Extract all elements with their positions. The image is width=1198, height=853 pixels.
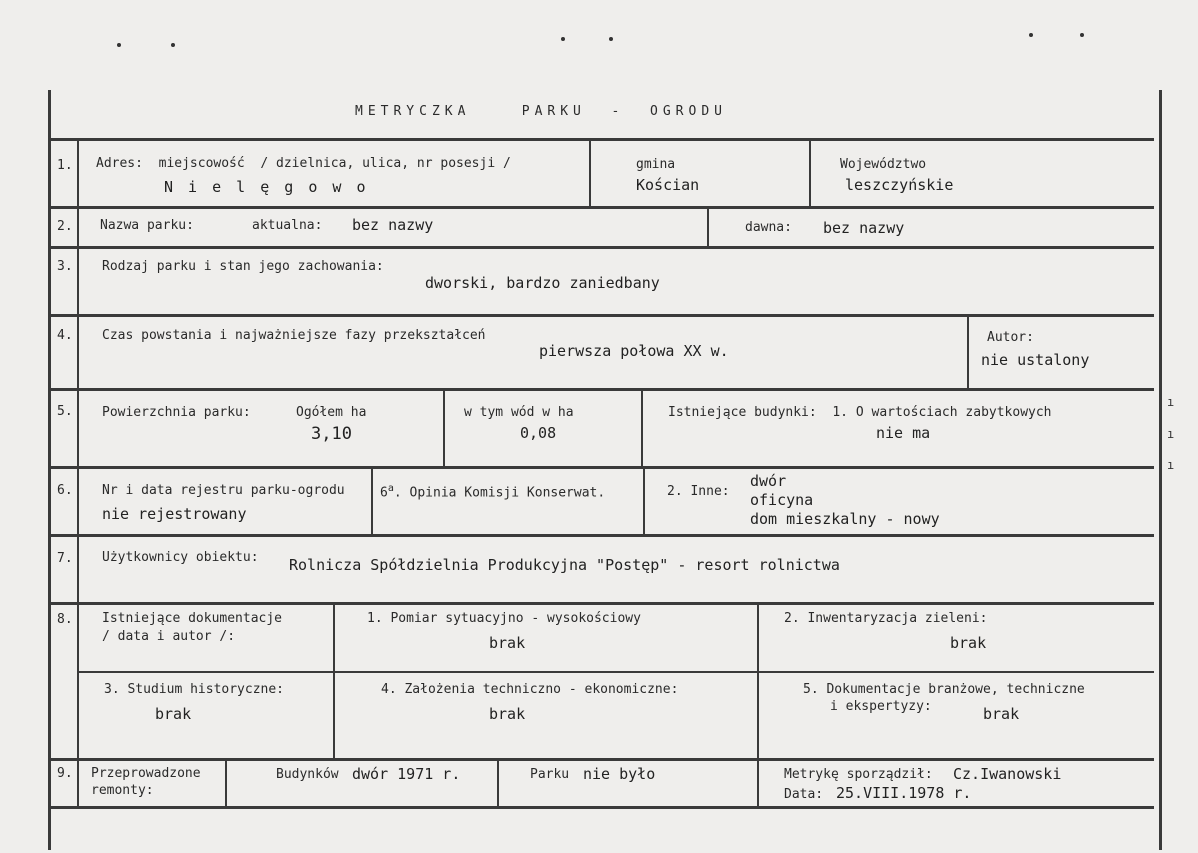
documentation-label-1: Istniejące dokumentacje: [102, 611, 283, 626]
opinion-text: . Opinia Komisji Konserwat.: [393, 485, 606, 501]
row-separator: [50, 246, 1154, 249]
tech-economic-value: brak: [489, 705, 526, 723]
historical-study-label: 3. Studium historyczne:: [104, 682, 285, 697]
prepared-by-value: Cz.Iwanowski: [953, 765, 1062, 783]
documentation-label-2: / data i autor /:: [102, 629, 236, 644]
form-frame: [48, 90, 1162, 850]
punch-dot: [1029, 33, 1033, 37]
punch-dot: [609, 37, 613, 41]
cell-divider: [707, 208, 709, 246]
punch-dot: [117, 43, 121, 47]
row-number: 7.: [57, 551, 73, 566]
row-number: 3.: [57, 259, 73, 274]
buildings-renovation-label: Budynków: [276, 767, 339, 782]
address-label: Adres: miejscowość / dzielnica, ulica, nr posesji /: [96, 156, 511, 171]
voivodeship-label: Województwo: [840, 157, 927, 172]
users-label: Użytkownicy obiektu:: [102, 550, 259, 565]
row-separator: [50, 602, 1154, 605]
park-renovation-label: Parku: [530, 767, 570, 782]
area-label: Powierzchnia parku:: [102, 405, 251, 420]
other-buildings-label: 2. Inne:: [667, 484, 730, 499]
cell-divider: [589, 140, 591, 206]
margin-mark: ı: [1167, 458, 1175, 472]
cell-divider: [78, 671, 1154, 673]
row-number: 1.: [57, 158, 73, 173]
total-area-label: Ogółem ha: [296, 405, 367, 420]
commune-label: gmina: [636, 157, 676, 172]
cell-divider: [643, 468, 645, 534]
current-name-label: aktualna:: [252, 218, 323, 233]
historic-buildings-value: nie ma: [876, 424, 931, 442]
greenery-value: brak: [950, 634, 987, 652]
cell-divider: [497, 760, 499, 806]
opinion-number: 6: [380, 485, 388, 501]
tech-economic-label: 4. Założenia techniczno - ekonomiczne:: [381, 682, 679, 697]
renovations-label-2: remonty:: [91, 783, 154, 798]
row-separator: [50, 138, 1154, 141]
greenery-label: 2. Inwentaryzacja zieleni:: [784, 611, 988, 626]
history-label: Czas powstania i najważniejsze fazy przekształceń: [102, 328, 486, 343]
branch-docs-value: brak: [983, 705, 1020, 723]
date-label: Data:: [784, 787, 824, 802]
punch-dot: [171, 43, 175, 47]
survey-label: 1. Pomiar sytuacyjno - wysokościowy: [367, 611, 641, 626]
margin-mark: ı: [1167, 395, 1175, 409]
number-column-divider: [77, 140, 79, 806]
row-number: 6.: [57, 483, 73, 498]
locality-value: N i e l ę g o w o: [164, 178, 369, 196]
cell-divider: [967, 316, 969, 388]
park-type-value: dworski, bardzo zaniedbany: [425, 274, 660, 292]
cell-divider: [757, 760, 759, 806]
park-name-label: Nazwa parku:: [100, 218, 194, 233]
row-separator: [50, 806, 1154, 809]
buildings-label: Istniejące budynki: 1. O wartościach zabytkowych: [668, 405, 1052, 420]
row-separator: [50, 534, 1154, 537]
cell-divider: [443, 390, 445, 466]
row-separator: [50, 388, 1154, 391]
opinion-superscript: a: [387, 483, 394, 494]
users-value: Rolnicza Spółdzielnia Produkcyjna "Postęp" - resort rolnictwa: [289, 556, 840, 574]
author-value: nie ustalony: [981, 351, 1090, 369]
park-type-label: Rodzaj parku i stan jego zachowania:: [102, 259, 384, 274]
date-value: 25.VIII.1978 r.: [836, 784, 972, 802]
park-renovation-value: nie było: [583, 765, 656, 783]
water-area-label: w tym wód w ha: [464, 405, 574, 420]
row-number: 2.: [57, 219, 73, 234]
row-separator: [50, 758, 1154, 761]
survey-value: brak: [489, 634, 526, 652]
author-label: Autor:: [987, 330, 1034, 345]
current-name-value: bez nazwy: [352, 216, 434, 234]
register-label: Nr i data rejestru parku-ogrodu: [102, 483, 345, 498]
row-number: 5.: [57, 404, 73, 419]
register-value: nie rejestrowany: [102, 505, 247, 523]
prepared-by-label: Metrykę sporządził:: [784, 767, 933, 782]
renovations-label-1: Przeprowadzone: [91, 766, 201, 781]
row-number: 4.: [57, 328, 73, 343]
cell-divider: [641, 390, 643, 466]
branch-docs-label-1: 5. Dokumentacje branżowe, techniczne: [803, 682, 1085, 697]
form-title: METRYCZKA PARKU - OGRODU: [355, 104, 727, 119]
commune-value: Kościan: [636, 176, 700, 194]
cell-divider: [809, 140, 811, 206]
buildings-renovation-value: dwór 1971 r.: [352, 765, 461, 783]
former-name-value: bez nazwy: [823, 219, 905, 237]
row-separator: [50, 314, 1154, 317]
margin-mark: ı: [1167, 427, 1175, 441]
row-number: 8.: [57, 612, 73, 627]
branch-docs-label-2: i ekspertyzy:: [830, 699, 932, 714]
other-building-3: dom mieszkalny - nowy: [750, 510, 940, 528]
row-number: 9.: [57, 766, 73, 781]
former-name-label: dawna:: [745, 220, 792, 235]
historical-study-value: brak: [155, 705, 192, 723]
water-area-value: 0,08: [520, 424, 557, 442]
other-building-2: oficyna: [750, 491, 814, 509]
row-separator: [50, 206, 1154, 209]
other-building-1: dwór: [750, 472, 787, 490]
voivodeship-value: leszczyńskie: [845, 176, 954, 194]
cell-divider: [333, 604, 335, 758]
cell-divider: [225, 760, 227, 806]
history-value: pierwsza połowa XX w.: [539, 342, 729, 360]
total-area-value: 3,10: [311, 424, 352, 444]
row-separator: [50, 466, 1154, 469]
opinion-label: [380, 483, 605, 500]
punch-dot: [561, 37, 565, 41]
cell-divider: [757, 604, 759, 758]
cell-divider: [371, 468, 373, 534]
punch-dot: [1080, 33, 1084, 37]
